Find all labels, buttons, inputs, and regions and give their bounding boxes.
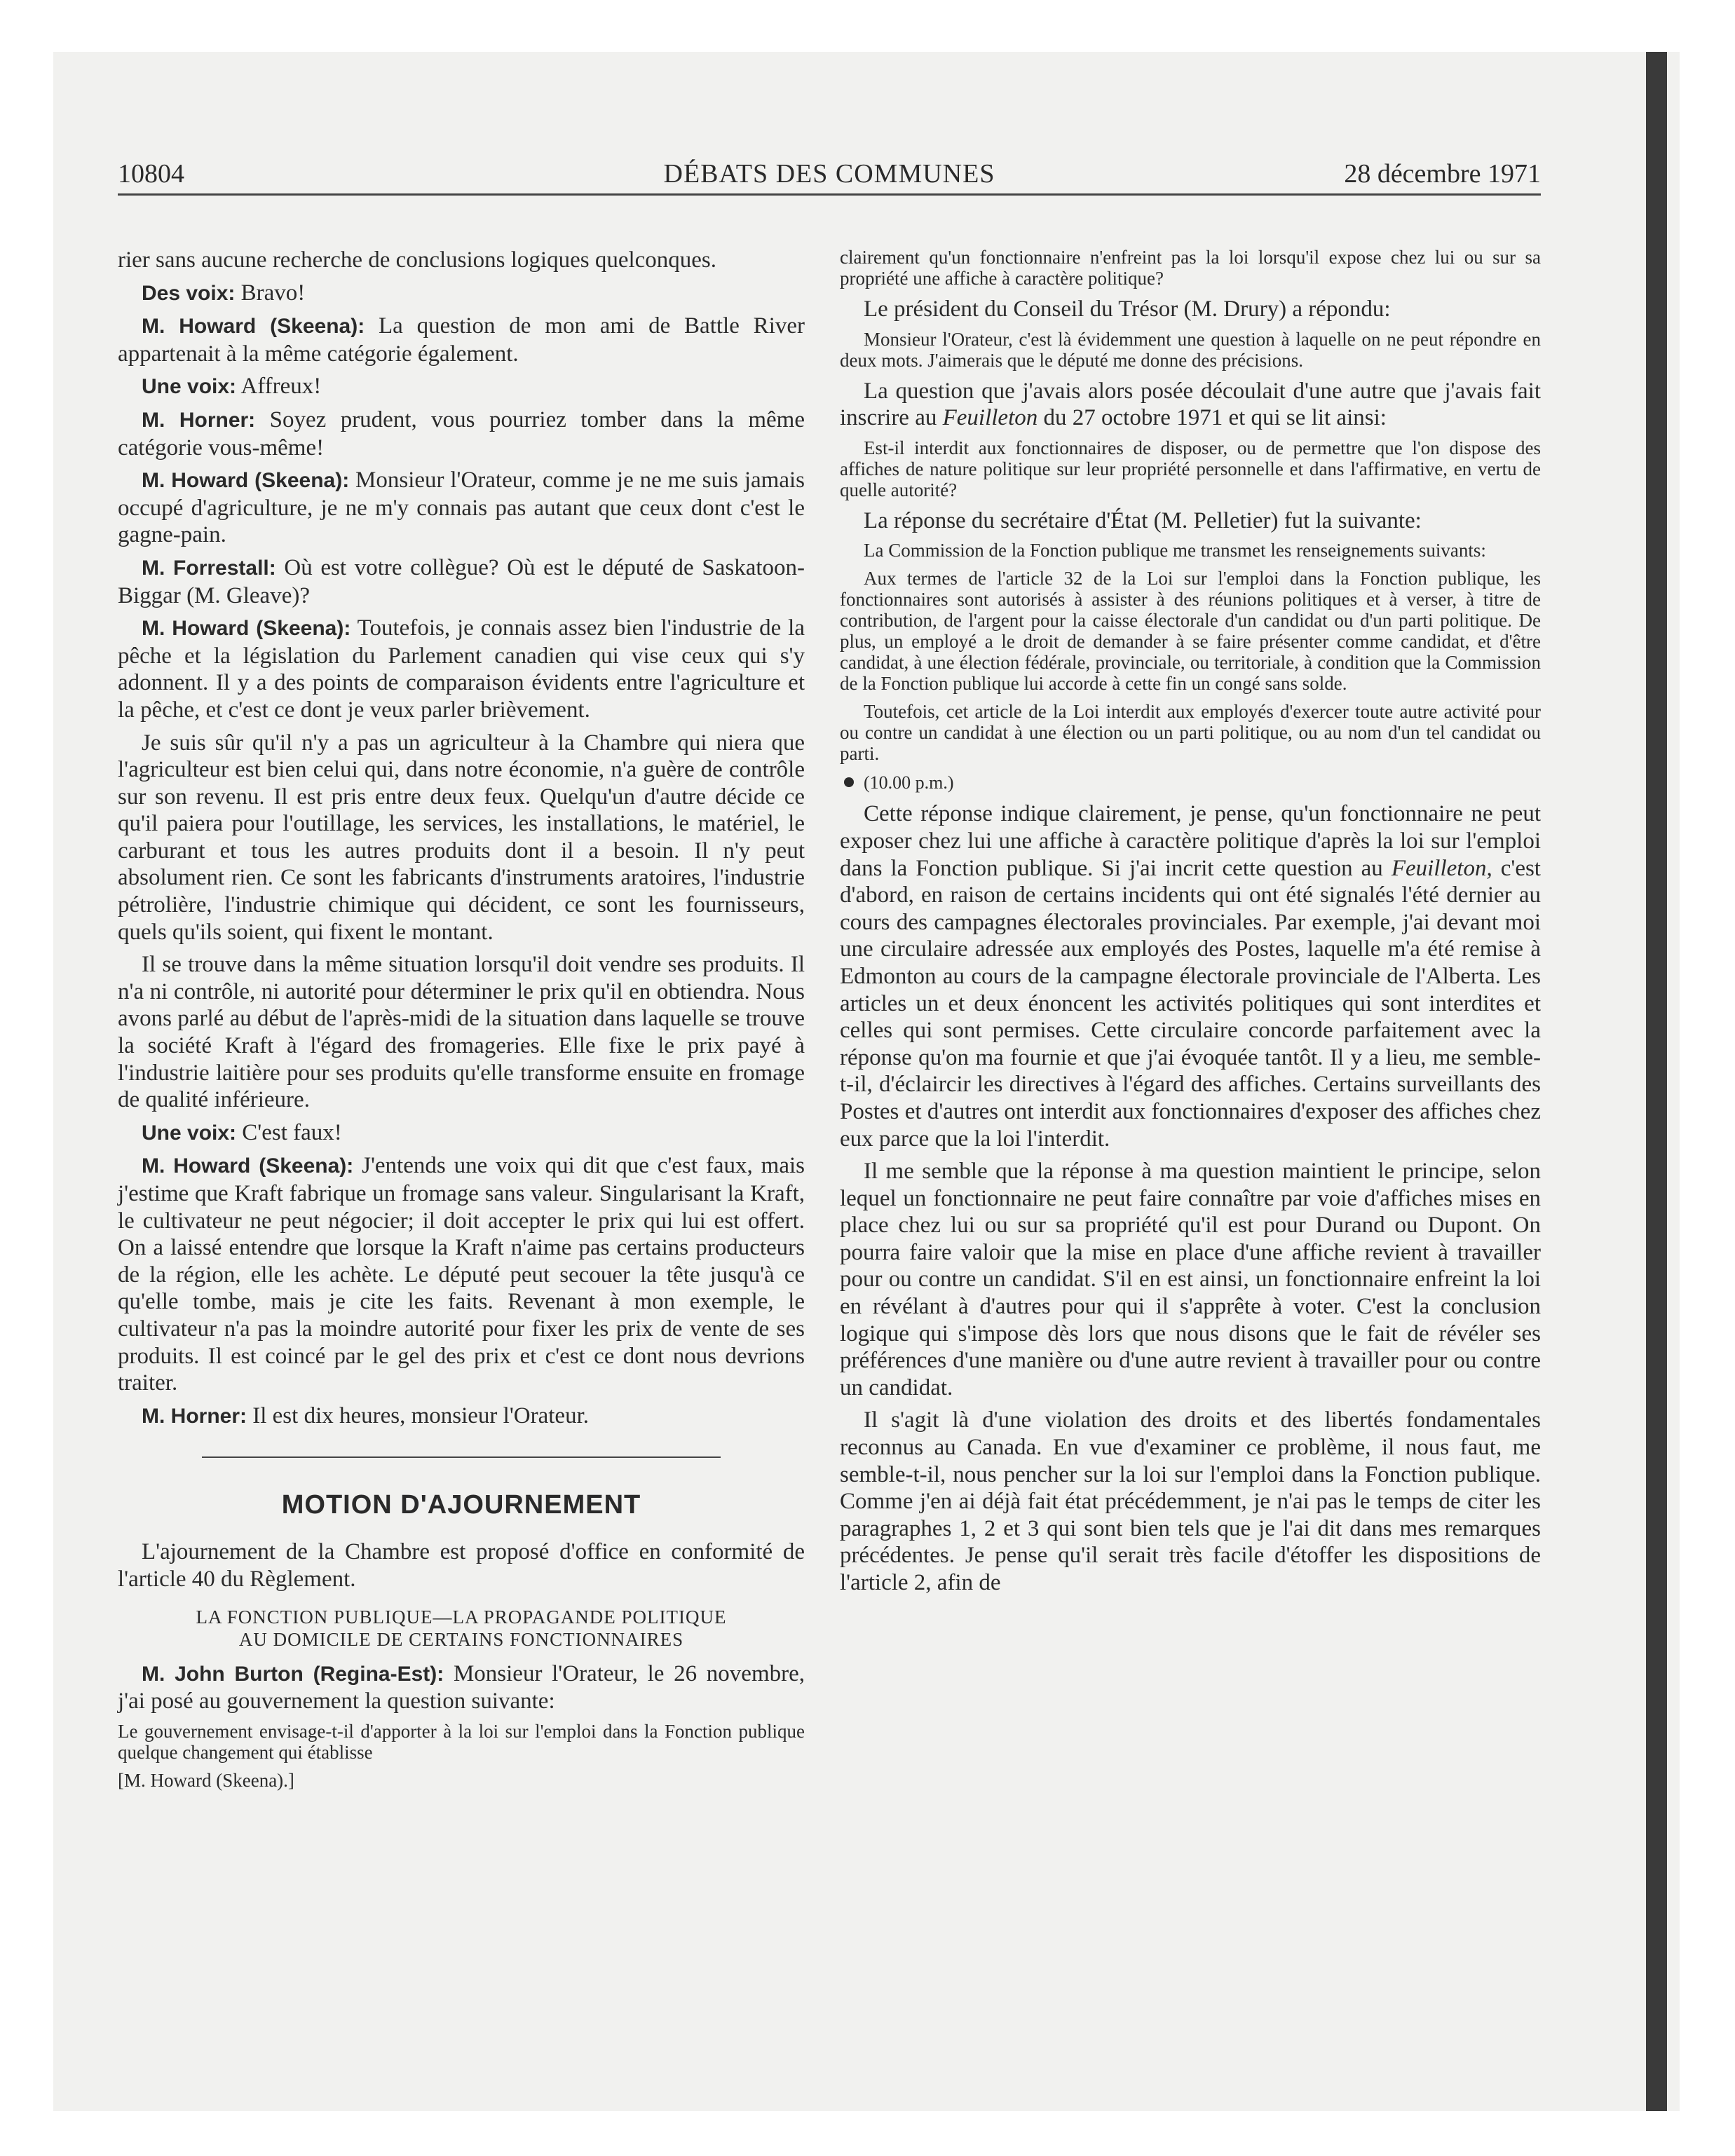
quoted-answer: Monsieur l'Orateur, c'est là évidemment une question à laquelle on ne peut répondre en deux mots. J'aimerais que le député me donne des précisions. [840, 328, 1541, 371]
speaker: M. Howard (Skeena): [142, 617, 351, 641]
paragraph: Une voix: C'est faux! [142, 1119, 342, 1145]
quoted-question: Est-il interdit aux fonctionnaires de disposer, ou de permettre que l'on dispose des affiches de nature politique sur leur propriété personnelle et dans l'affirmative, en vertu de quelle autorité? [840, 437, 1541, 500]
paragraph: Des voix: Bravo! [142, 280, 306, 306]
bullet-icon [844, 777, 854, 787]
paragraph: L'ajournement de la Chambre est proposé d'office en conformité de l'article 40 du Règlement. [118, 1539, 805, 1592]
speaker: M. Howard (Skeena): [142, 315, 365, 339]
speaker-note: [M. Howard (Skeena).] [118, 1769, 294, 1791]
paragraph: M. Howard (Skeena): J'entends une voix qui dit que c'est faux, mais j'estime que Kraft fabrique un fromage sans valeur. Singularisant la Kraft, le cultivateur ne peut négocier; il doit accepter le prix qui lui est offert. On a laissé entendre que lorsque la Kraft n'aime pas certains producteurs de la région, elle les achète. Le député peut secouer la tête jusqu'à ce qu'elle tombe, mais je cite les faits. Revenant à mon exemple, le cultivateur n'a pas la moindre autorité pour fixer les prix de vente de ses produits. Il est coincé par le gel des prix et c'est ce dont nous devrions traiter. [118, 1153, 805, 1396]
paragraph: M. Horner: Il est dix heures, monsieur l'Orateur. [142, 1403, 589, 1428]
section-heading: MOTION D'AJOURNEMENT [281, 1490, 641, 1520]
paragraph: M. Howard (Skeena): Toutefois, je connais assez bien l'industrie de la pêche et la législation du Parlement canadien qui vise ceux qui s'y adonnent. Il y a des points de comparaison évidents entre l'agriculture et la pêche, et c'est ce dont je veux parler brièvement. [118, 615, 805, 723]
quoted-answer: Toutefois, cet article de la Loi interdit aux employés d'exercer toute autre activité pour ou contre un candidat à une élection ou un parti politique, ou au nom d'un tel candidat ou parti. [840, 701, 1541, 765]
speaker: M. Horner: [142, 408, 256, 432]
speaker: Une voix: [142, 1121, 237, 1145]
speaker: M. John Burton (Regina-Est): [142, 1662, 444, 1686]
paragraph: Il me semble que la réponse à ma question maintient le principe, selon lequel un fonctionnaire ne peut faire connaître par voie d'affiches mises en place chez lui ou sur sa propriété qu'il est pour Durand ou Dupont. On pourra faire valoir que la mise en place d'une affiche revient à travailler pour ou contre un candidat. S'il en est ainsi, un fonctionnaire enfreint la loi en révélant à d'autres pour qui il s'apprête à voter. C'est la conclusion logique qui s'impose dès lors que nous disons que le fait de révéler ses préférences d'une manière ou d'une autre revient à travailler pour ou contre un candidat. [840, 1159, 1541, 1400]
paragraph: Il se trouve dans la même situation lorsqu'il doit vendre ses produits. Il n'a ni contrôle, ni autorité pour déterminer le prix qu'il en obtiendra. Nous avons parlé au début de l'après-midi de la situation dans laquelle se trouve la société Kraft à l'égard des fromageries. Elle fixe le prix payé à l'industrie laitière pour ses produits qu'elle transforme ensuite en fromage de qualité inférieure. [118, 952, 805, 1113]
quoted-answer: La Commission de la Fonction publique me transmet les renseignements suivants: [864, 540, 1486, 561]
speaker: Des voix: [142, 281, 236, 305]
paragraph: M. Horner: Soyez prudent, vous pourriez tomber dans la même catégorie vous-même! [118, 407, 805, 460]
time-marker: (10.00 p.m.) [840, 771, 1541, 795]
paragraph: M. Forrestall: Où est votre collègue? Où est le député de Saskatoon-Biggar (M. Gleave)? [118, 554, 805, 608]
speaker: M. Howard (Skeena): [142, 1154, 354, 1178]
paragraph: Cette réponse indique clairement, je pense, qu'un fonctionnaire ne peut exposer chez lui une affiche à caractère politique d'après la loi sur l'emploi dans la Fonction publique. Si j'ai incrit cette question au Feuilleton, c'est d'abord, en raison de certains incidents qui ont été signalés l'été dernier au cours des campagnes électorales provinciales. Par exemple, j'ai devant moi une circulaire adressée aux employés des Postes, laquelle m'a été remise à Edmonton au cours de la campagne électorale provinciale de l'Alberta. Les articles un et deux énoncent les activités politiques qui sont interdites et celles qui sont permises. Cette circulaire concorde parfaitement avec la réponse qu'on ma fournie et que j'ai évoquée tantôt. Il y a lieu, me semble-t-il, d'éclaircir les directives à l'égard des affiches. Certains surveillants des Postes et d'autres ont interdit aux fonctionnaires d'exposer des affiches chez eux parce que la loi l'interdit. [840, 801, 1541, 1152]
publication-title: DÉBATS DES COMMUNES [663, 159, 995, 189]
speaker: M. Howard (Skeena): [142, 469, 350, 493]
left-column [118, 247, 805, 1801]
paragraph: Une voix: Affreux! [142, 374, 322, 400]
paragraph: M. Howard (Skeena): Monsieur l'Orateur, comme je ne me suis jamais occupé d'agriculture, je ne m'y connais pas autant que ceux dont c'est le gagne-pain. [118, 468, 805, 548]
quoted-question: Le gouvernement envisage-t-il d'apporter à la loi sur l'emploi dans la Fonction publique quelque changement qui établisse [118, 1720, 805, 1763]
paragraph: La question que j'avais alors posée découlait d'une autre que j'avais fait inscrire au Feuilleton du 27 octobre 1971 et qui se lit ainsi: [840, 378, 1541, 431]
paragraph: Le président du Conseil du Trésor (M. Drury) a répondu: [864, 296, 1391, 322]
paragraph: Il s'agit là d'une violation des droits et des libertés fondamentales reconnus au Canada. En vue d'examiner ce problème, il nous faut, me semble-t-il, nous pencher sur la loi sur l'emploi dans la Fonction publique. Comme j'en ai déjà fait état précédemment, je n'ai pas le temps de citer les paragraphes 1, 2 et 3 qui sont bien tels que je l'ai dit dans mes remarques précédentes. Je pense qu'il serait très facile d'étoffer les dispositions de l'article 2, afin de [840, 1407, 1541, 1595]
speaker: M. Horner: [142, 1404, 247, 1428]
speaker: Une voix: [142, 375, 237, 399]
page-date: 28 décembre 1971 [1344, 159, 1541, 189]
speaker: M. Forrestall: [142, 556, 276, 580]
paragraph: rier sans aucune recherche de conclusions logiques quelconques. [118, 247, 717, 273]
page-number: 10804 [118, 159, 184, 189]
paragraph: M. Howard (Skeena): La question de mon ami de Battle River appartenait à la même catégorie également. [118, 313, 805, 367]
section-divider [202, 1456, 721, 1458]
quoted-question: clairement qu'un fonctionnaire n'enfreint pas la loi lorsqu'il expose chez lui ou sur sa propriété une affiche à caractère politique? [840, 247, 1541, 289]
page-header [118, 158, 1541, 196]
paragraph: La réponse du secrétaire d'État (M. Pelletier) fut la suivante: [864, 507, 1422, 533]
right-column [840, 247, 1541, 1602]
subsection-heading: LA FONCTION PUBLIQUE—LA PROPAGANDE POLITIQUE AU DOMICILE DE CERTAINS FONCTIONNAIRES [196, 1606, 727, 1650]
paragraph: M. John Burton (Regina-Est): Monsieur l'Orateur, le 26 novembre, j'ai posé au gouvernement la question suivante: [118, 1660, 805, 1714]
quoted-answer: Aux termes de l'article 32 de la Loi sur l'emploi dans la Fonction publique, les fonctionnaires sont autorisés à assister à des réunions politiques et à verser, à titre de contribution, de l'argent pour la caisse électorale d'un candidat ou d'un parti politique. De plus, un employé a le droit de demander à se faire présenter comme candidat, et d'être candidat, à une élection fédérale, provinciale, ou territoriale, à condition que la Commission de la Fonction publique lui accorde à cette fin un congé sans solde. [840, 568, 1541, 695]
paragraph: Je suis sûr qu'il n'y a pas un agriculteur à la Chambre qui niera que l'agriculteur est bien celui qui, dans notre économie, n'a guère de contrôle sur son revenu. Il est pris entre deux feux. Quelqu'un d'autre décide ce qu'il paiera pour l'outillage, les services, les installations, le matériel, le carburant et tous les autres produits dont il a besoin. Il n'y peut absolument rien. Ce sont les fabricants d'instruments aratoires, l'industrie pétrolière, l'industrie chimique qui décident, ce sont les fournisseurs, quels qu'ils soient, qui fixent le montant. [118, 730, 805, 945]
scan-edge-shadow [1646, 52, 1667, 2111]
